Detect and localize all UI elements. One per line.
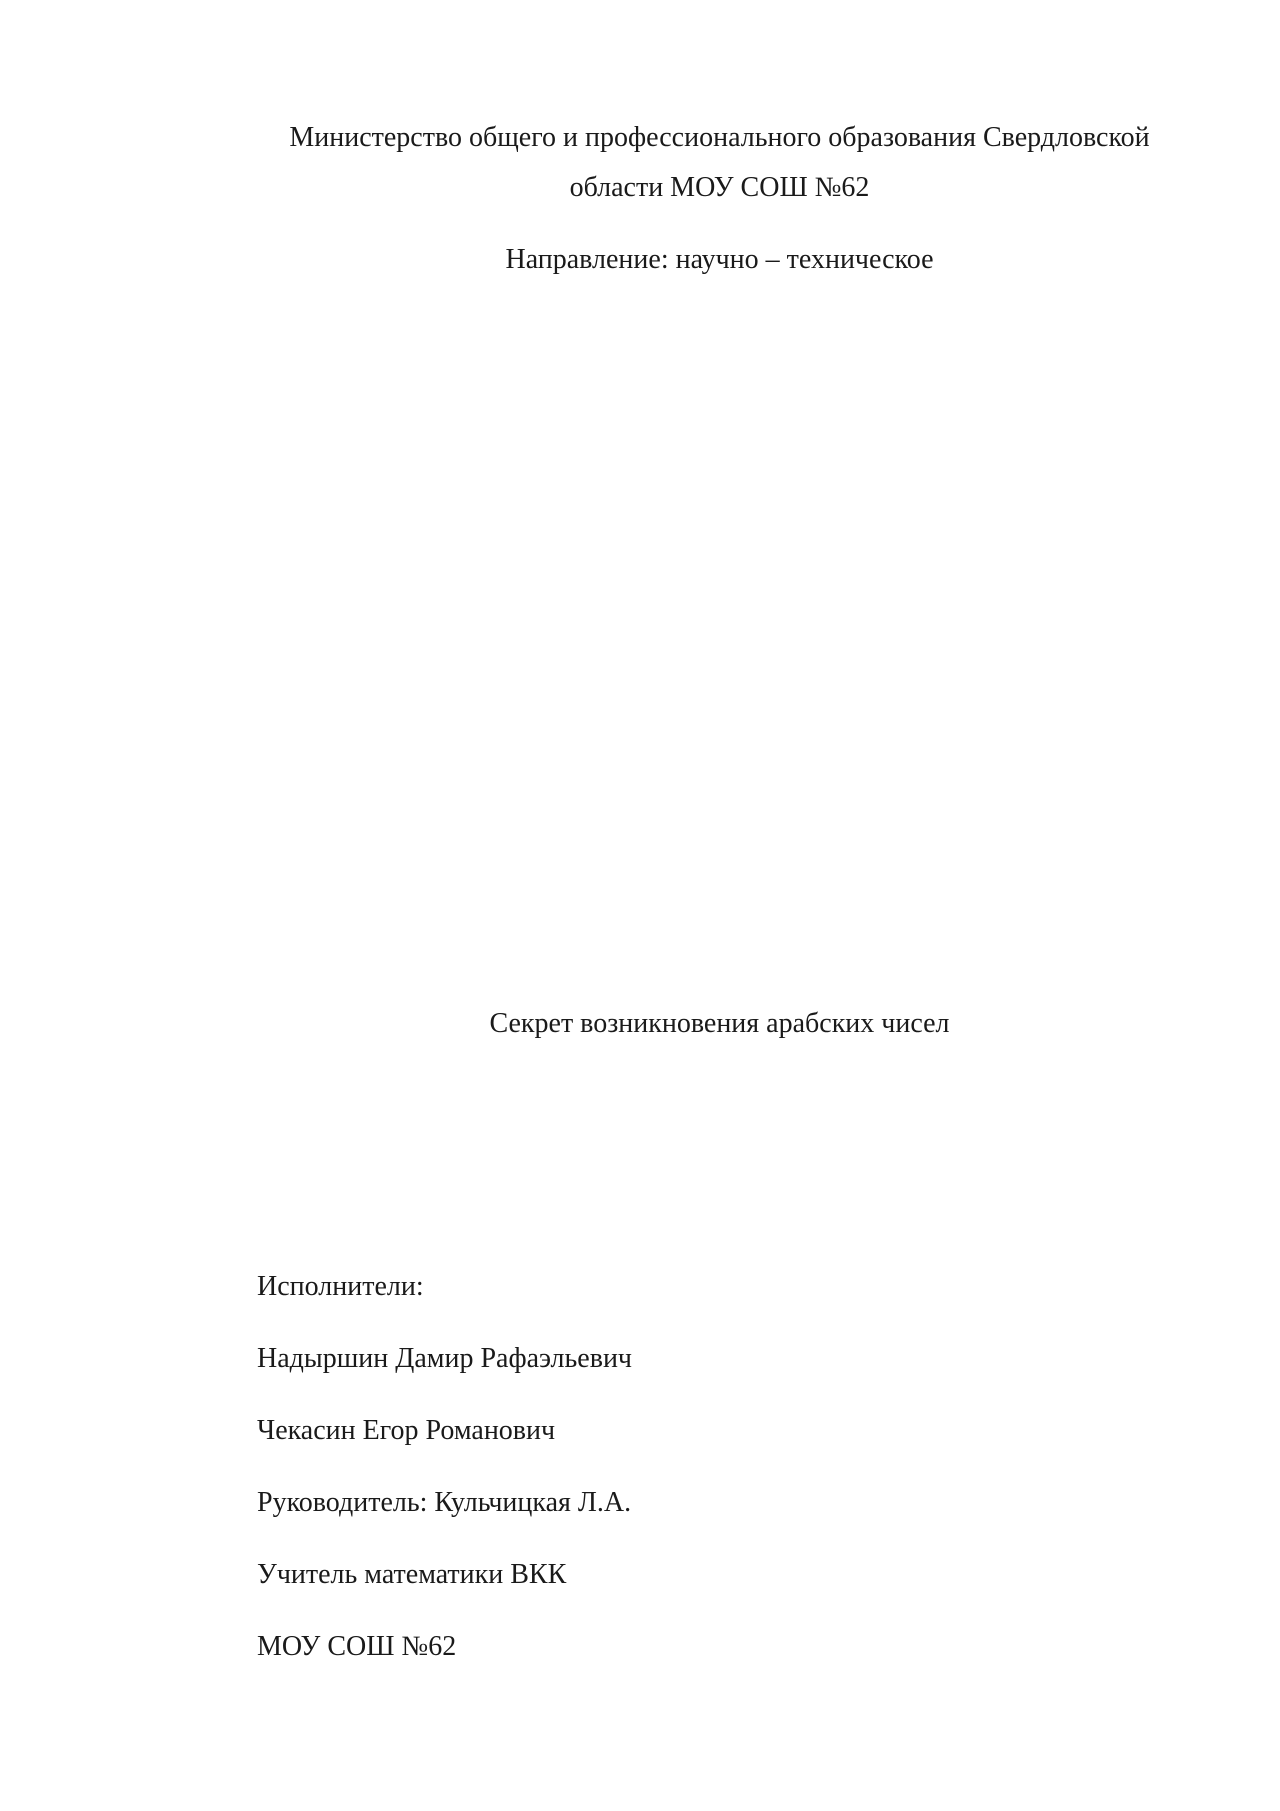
supervisor-position: Учитель математики ВКК xyxy=(257,1559,567,1590)
author-name-2: Чекасин Егор Романович xyxy=(257,1415,556,1446)
ministry-line-1: Министерство общего и профессионального образования Свердловской xyxy=(289,122,1150,153)
document-title: Секрет возникновения арабских чисел xyxy=(489,1008,950,1039)
research-direction: Направление: научно – техническое xyxy=(505,244,934,275)
authors-label: Исполнители: xyxy=(257,1271,424,1302)
author-name-1: Надыршин Дамир Рафаэльевич xyxy=(257,1343,633,1374)
supervisor-line: Руководитель: Кульчицкая Л.А. xyxy=(257,1487,632,1518)
ministry-line-2: области МОУ СОШ №62 xyxy=(569,172,870,203)
supervisor-school: МОУ СОШ №62 xyxy=(257,1631,457,1662)
